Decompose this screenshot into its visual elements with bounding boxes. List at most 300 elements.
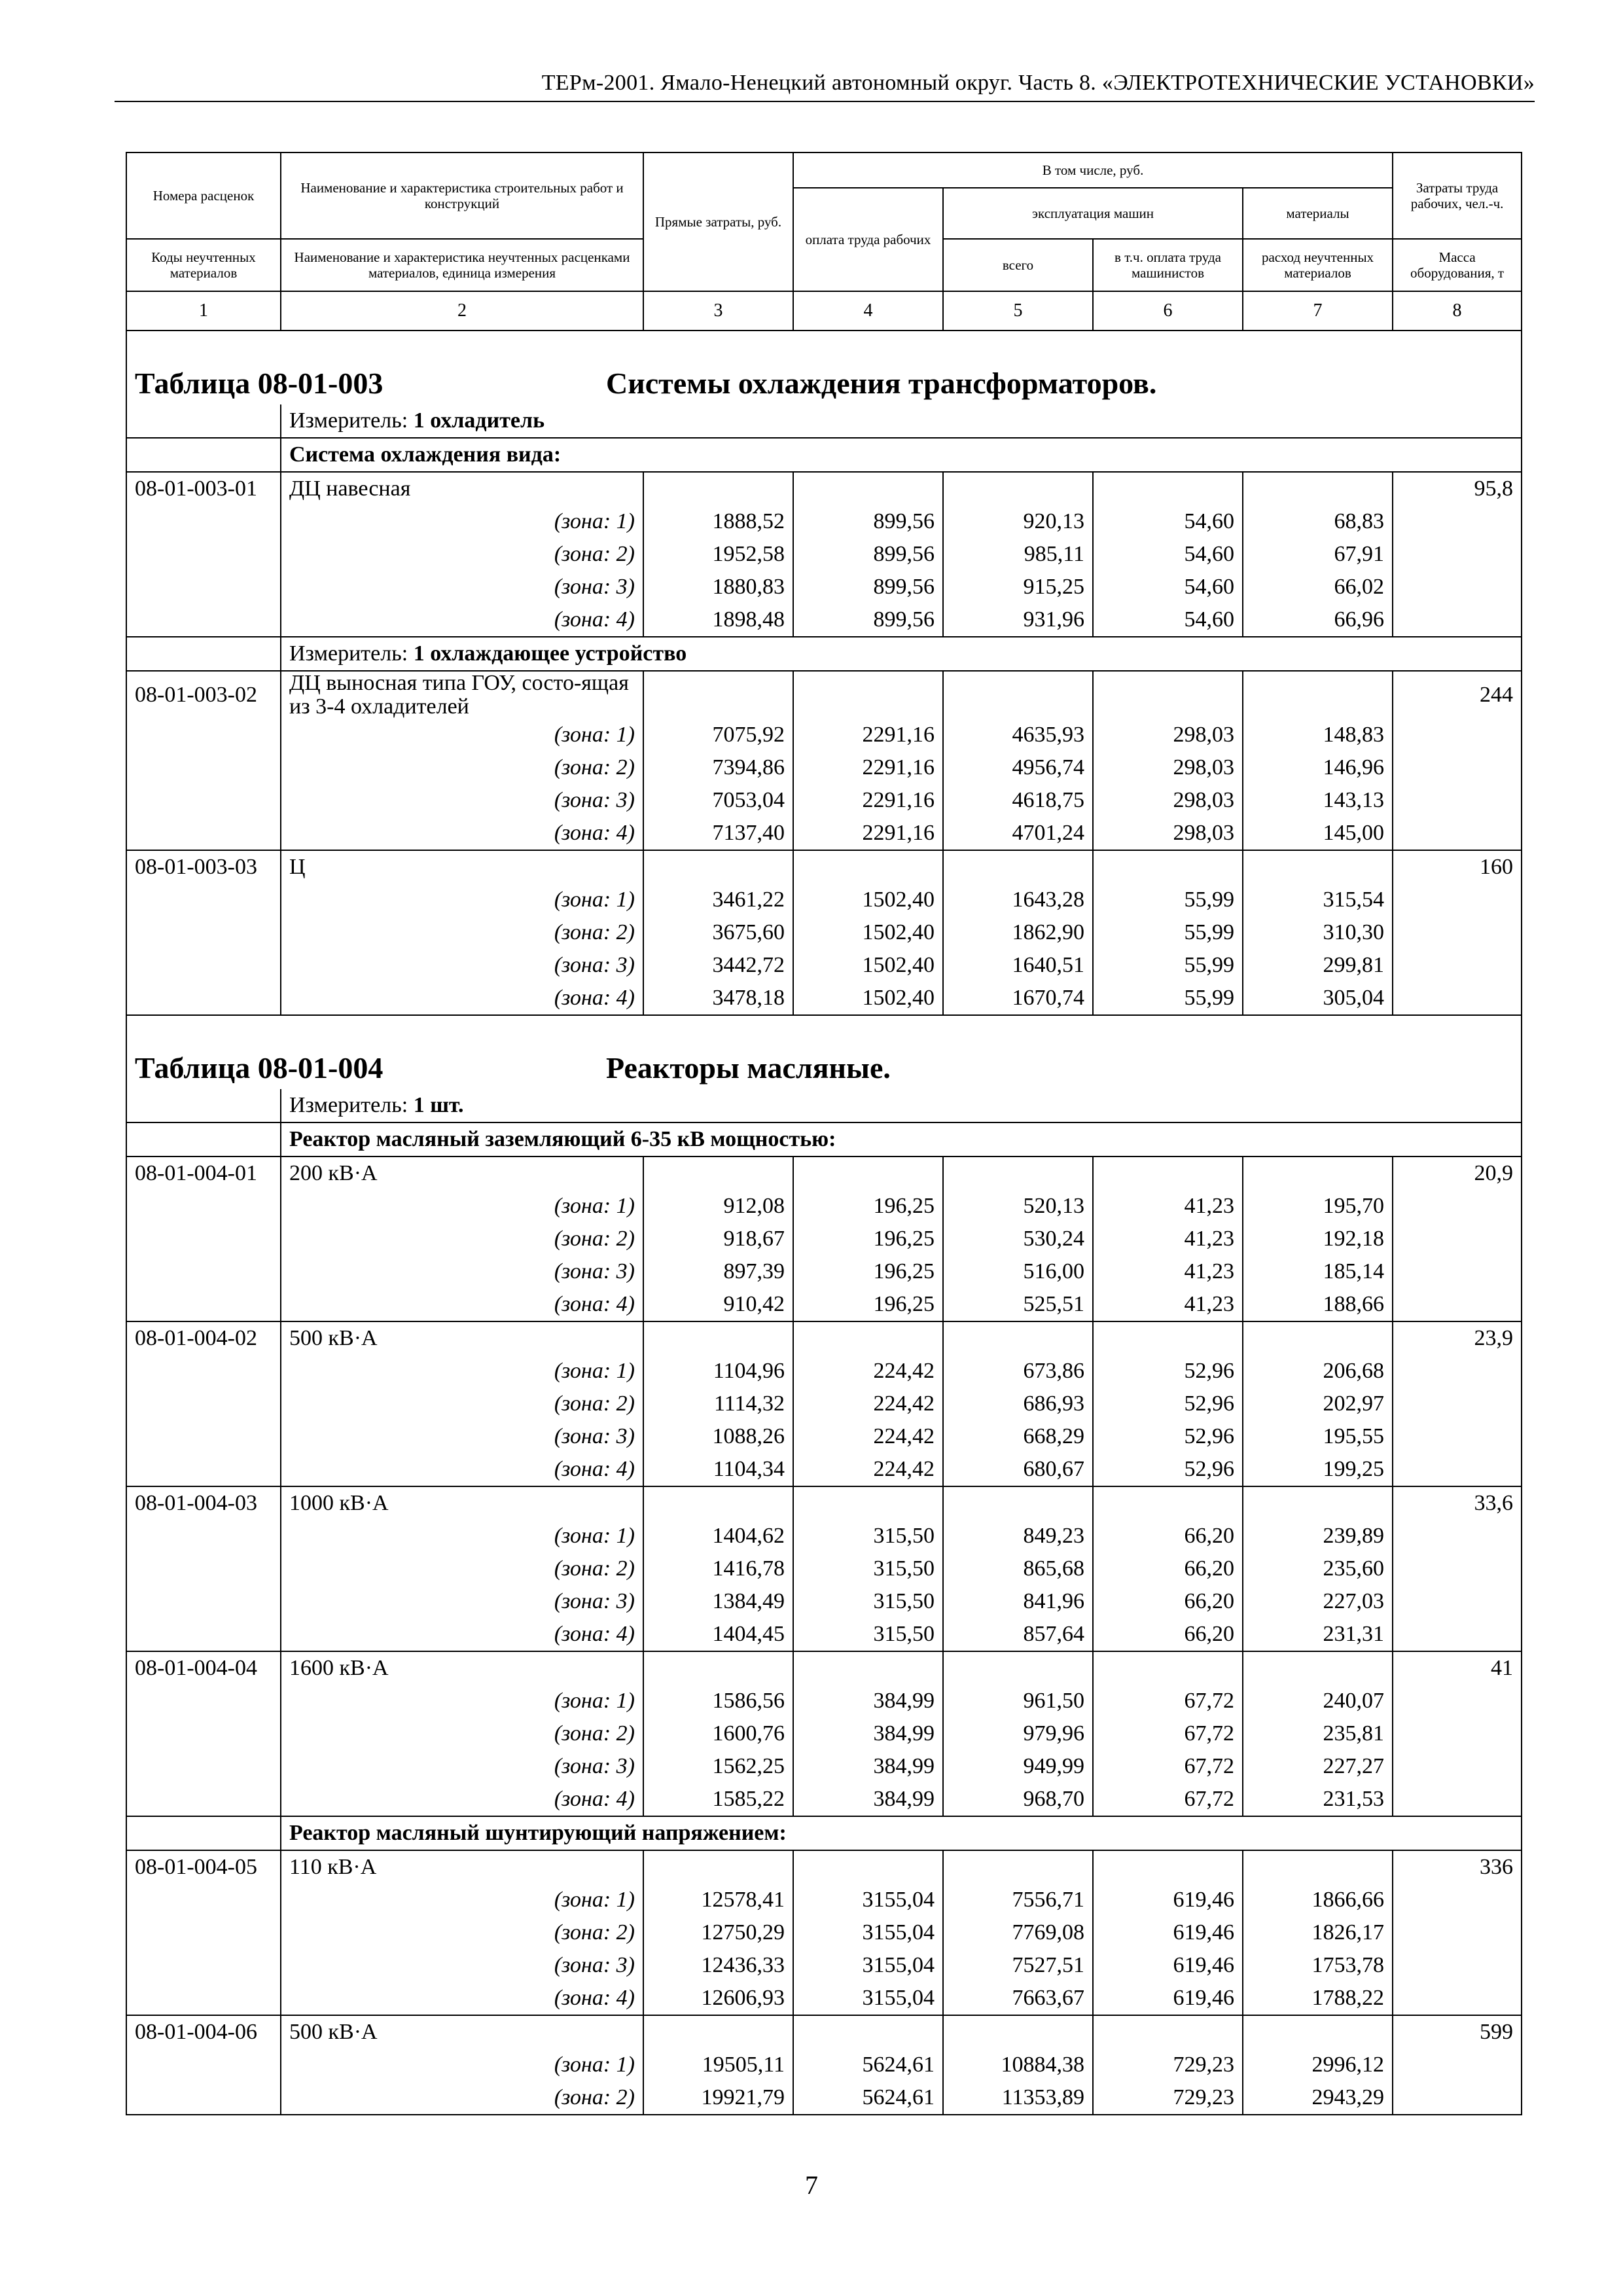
materials-value: 195,55 <box>1243 1420 1393 1453</box>
col-header-material-name: Наименование и характеристика неучтенных расценками материалов, единица измерения <box>281 239 643 291</box>
materials-value: 227,03 <box>1243 1585 1393 1618</box>
direct-costs-value: 19921,79 <box>643 2081 793 2115</box>
machinist-wages-value: 54,60 <box>1093 571 1243 603</box>
table-08-01-004 <box>126 1015 1522 1157</box>
zone-row <box>126 817 1522 850</box>
zone-label: (зона: 1) <box>281 1685 643 1717</box>
materials-value: 240,07 <box>1243 1685 1393 1717</box>
zone-label: (зона: 1) <box>281 505 643 538</box>
materials-value: 202,97 <box>1243 1388 1393 1420</box>
zone-row <box>126 784 1522 817</box>
machines-total-value: 920,13 <box>943 505 1093 538</box>
rate-08-01-004-02 <box>126 1321 1522 1486</box>
meter-value: 1 шт. <box>413 1093 464 1117</box>
machinist-wages-value: 66,20 <box>1093 1585 1243 1618</box>
table-row <box>126 1089 1522 1122</box>
table-row <box>126 1157 1522 1190</box>
machinist-wages-value: 619,46 <box>1093 1884 1243 1916</box>
machines-total-value: 1862,90 <box>943 916 1093 949</box>
table-row <box>126 1122 1522 1157</box>
rate-08-01-003-01 <box>126 472 1522 671</box>
meter-value: 1 охладитель <box>413 408 545 433</box>
wages-value: 384,99 <box>793 1717 943 1750</box>
zone-row <box>126 1223 1522 1255</box>
machinist-wages-value: 52,96 <box>1093 1388 1243 1420</box>
machinist-wages-value: 54,60 <box>1093 603 1243 637</box>
zone-label: (зона: 4) <box>281 817 643 850</box>
table-row <box>126 1015 1522 1089</box>
machines-total-value: 668,29 <box>943 1420 1093 1453</box>
materials-value: 1826,17 <box>1243 1916 1393 1949</box>
machines-total-value: 516,00 <box>943 1255 1093 1288</box>
direct-costs-value: 1404,62 <box>643 1520 793 1552</box>
table-header <box>126 152 1522 331</box>
machines-total-value: 525,51 <box>943 1288 1093 1321</box>
wages-value: 315,50 <box>793 1585 943 1618</box>
direct-costs-value: 1586,56 <box>643 1685 793 1717</box>
wages-value: 384,99 <box>793 1783 943 1816</box>
col-number-1: 1 <box>126 291 281 331</box>
table-row <box>126 1850 1522 1884</box>
zone-label: (зона: 1) <box>281 1884 643 1916</box>
running-header: ТЕРм-2001. Ямало-Ненецкий автономный округ. Часть 8. «ЭЛЕКТРОТЕХНИЧЕСКИЕ УСТАНОВКИ» <box>115 71 1535 102</box>
machinist-wages-value: 67,72 <box>1093 1783 1243 1816</box>
direct-costs-value: 7137,40 <box>643 817 793 850</box>
zone-label: (зона: 2) <box>281 538 643 571</box>
materials-value: 1753,78 <box>1243 1949 1393 1982</box>
zone-row <box>126 949 1522 982</box>
table-row <box>126 1816 1522 1850</box>
direct-costs-value: 7053,04 <box>643 784 793 817</box>
table-row <box>126 331 1522 404</box>
materials-value: 68,83 <box>1243 505 1393 538</box>
zone-row <box>126 1255 1522 1288</box>
zone-row <box>126 719 1522 751</box>
direct-costs-value: 3442,72 <box>643 949 793 982</box>
meter-value: 1 охлаждающее устройство <box>413 641 687 666</box>
machines-total-value: 1643,28 <box>943 884 1093 916</box>
zone-row <box>126 1520 1522 1552</box>
direct-costs-value: 912,08 <box>643 1190 793 1223</box>
zone-row <box>126 1552 1522 1585</box>
machines-total-value: 1640,51 <box>943 949 1093 982</box>
machines-total-value: 985,11 <box>943 538 1093 571</box>
rate-mass: 41 <box>1393 1651 1522 1685</box>
rate-08-01-004-01 <box>126 1157 1522 1321</box>
direct-costs-value: 1562,25 <box>643 1750 793 1783</box>
table-title-row <box>126 1015 1522 1089</box>
wages-value: 1502,40 <box>793 949 943 982</box>
wages-value: 315,50 <box>793 1552 943 1585</box>
rate-name: ДЦ выносная типа ГОУ, состо-ящая из 3-4 охладителей <box>281 671 643 719</box>
rates-table-wrapper <box>126 152 1521 2115</box>
machines-total-value: 849,23 <box>943 1520 1093 1552</box>
machines-total-value: 7556,71 <box>943 1884 1093 1916</box>
machinist-wages-value: 619,46 <box>1093 1916 1243 1949</box>
zone-label: (зона: 4) <box>281 1453 643 1486</box>
materials-value: 143,13 <box>1243 784 1393 817</box>
machines-total-value: 520,13 <box>943 1190 1093 1223</box>
wages-value: 315,50 <box>793 1618 943 1651</box>
machines-total-value: 7527,51 <box>943 1949 1093 1982</box>
zone-row <box>126 982 1522 1015</box>
wages-value: 224,42 <box>793 1453 943 1486</box>
machinist-wages-value: 54,60 <box>1093 505 1243 538</box>
rate-name: ДЦ навесная <box>281 472 643 505</box>
zone-row <box>126 1685 1522 1717</box>
direct-costs-value: 1088,26 <box>643 1420 793 1453</box>
materials-value: 227,27 <box>1243 1750 1393 1783</box>
table-row <box>126 438 1522 472</box>
zone-row <box>126 1884 1522 1916</box>
table-row <box>126 850 1522 884</box>
rates-table <box>126 152 1522 2115</box>
direct-costs-value: 12606,93 <box>643 1982 793 2015</box>
col-number-2: 2 <box>281 291 643 331</box>
zone-row <box>126 1388 1522 1420</box>
zone-label: (зона: 2) <box>281 2081 643 2115</box>
rate-code: 08-01-003-01 <box>126 472 281 505</box>
materials-value: 185,14 <box>1243 1255 1393 1288</box>
col-number-4: 4 <box>793 291 943 331</box>
rate-name: Ц <box>281 850 643 884</box>
rate-mass: 244 <box>1393 671 1522 719</box>
machinist-wages-value: 729,23 <box>1093 2049 1243 2081</box>
section-title: Система охлаждения вида: <box>281 438 1522 472</box>
materials-value: 235,60 <box>1243 1552 1393 1585</box>
section-title: Реактор масляный шунтирующий напряжением: <box>281 1816 1522 1850</box>
machines-total-value: 7769,08 <box>943 1916 1093 1949</box>
col-header-material-usage: расход неучтенных материалов <box>1243 239 1393 291</box>
wages-value: 384,99 <box>793 1685 943 1717</box>
rate-08-01-003-03 <box>126 850 1522 1015</box>
wages-value: 224,42 <box>793 1420 943 1453</box>
machines-total-value: 7663,67 <box>943 1982 1093 2015</box>
machinist-wages-value: 619,46 <box>1093 1982 1243 2015</box>
zone-label: (зона: 3) <box>281 1255 643 1288</box>
machinist-wages-value: 55,99 <box>1093 916 1243 949</box>
col-header-wages: оплата труда рабочих <box>793 188 943 291</box>
machinist-wages-value: 66,20 <box>1093 1552 1243 1585</box>
materials-value: 231,53 <box>1243 1783 1393 1816</box>
zone-label: (зона: 1) <box>281 884 643 916</box>
zone-row <box>126 1420 1522 1453</box>
zone-label: (зона: 3) <box>281 1585 643 1618</box>
rate-code: 08-01-004-05 <box>126 1850 281 1884</box>
meter-label: Измеритель: <box>289 408 408 433</box>
meter-row <box>281 1089 1522 1122</box>
materials-value: 188,66 <box>1243 1288 1393 1321</box>
meter-label: Измеритель: <box>289 641 408 666</box>
materials-value: 235,81 <box>1243 1717 1393 1750</box>
direct-costs-value: 12750,29 <box>643 1916 793 1949</box>
zone-label: (зона: 2) <box>281 1223 643 1255</box>
meter-label: Измеритель: <box>289 1093 408 1117</box>
rate-name: 500 кВ·А <box>281 1321 643 1355</box>
machinist-wages-value: 52,96 <box>1093 1355 1243 1388</box>
zone-label: (зона: 3) <box>281 949 643 982</box>
direct-costs-value: 12436,33 <box>643 1949 793 1982</box>
zone-label: (зона: 2) <box>281 916 643 949</box>
machines-total-value: 949,99 <box>943 1750 1093 1783</box>
wages-value: 196,25 <box>793 1190 943 1223</box>
machines-total-value: 4618,75 <box>943 784 1093 817</box>
wages-value: 899,56 <box>793 505 943 538</box>
rate-08-01-004-06 <box>126 2015 1522 2115</box>
table-row <box>126 291 1522 331</box>
zone-label: (зона: 2) <box>281 1388 643 1420</box>
machinist-wages-value: 54,60 <box>1093 538 1243 571</box>
table-row <box>126 404 1522 438</box>
direct-costs-value: 12578,41 <box>643 1884 793 1916</box>
machinist-wages-value: 41,23 <box>1093 1288 1243 1321</box>
direct-costs-value: 3461,22 <box>643 884 793 916</box>
rate-08-01-004-04 <box>126 1651 1522 1850</box>
zone-label: (зона: 2) <box>281 751 643 784</box>
machinist-wages-value: 55,99 <box>1093 982 1243 1015</box>
zone-label: (зона: 4) <box>281 603 643 637</box>
rate-name: 200 кВ·А <box>281 1157 643 1190</box>
machines-total-value: 979,96 <box>943 1717 1093 1750</box>
machinist-wages-value: 41,23 <box>1093 1223 1243 1255</box>
rate-code: 08-01-003-02 <box>126 671 281 719</box>
zone-row <box>126 571 1522 603</box>
col-header-materials: материалы <box>1243 188 1393 239</box>
zone-row <box>126 1190 1522 1223</box>
col-number-7: 7 <box>1243 291 1393 331</box>
direct-costs-value: 19505,11 <box>643 2049 793 2081</box>
wages-value: 899,56 <box>793 571 943 603</box>
machines-total-value: 4701,24 <box>943 817 1093 850</box>
machinist-wages-value: 55,99 <box>1093 949 1243 982</box>
rate-code: 08-01-004-04 <box>126 1651 281 1685</box>
machines-total-value: 530,24 <box>943 1223 1093 1255</box>
zone-row <box>126 1783 1522 1816</box>
zone-label: (зона: 4) <box>281 1982 643 2015</box>
zone-row <box>126 1288 1522 1321</box>
direct-costs-value: 1585,22 <box>643 1783 793 1816</box>
table-row <box>126 1486 1522 1520</box>
materials-value: 148,83 <box>1243 719 1393 751</box>
rate-mass: 33,6 <box>1393 1486 1522 1520</box>
wages-value: 1502,40 <box>793 982 943 1015</box>
rate-name: 500 кВ·А <box>281 2015 643 2049</box>
wages-value: 1502,40 <box>793 916 943 949</box>
zone-row <box>126 1916 1522 1949</box>
zone-row <box>126 1618 1522 1651</box>
table-row <box>126 1651 1522 1685</box>
materials-value: 199,25 <box>1243 1453 1393 1486</box>
zone-label: (зона: 2) <box>281 1552 643 1585</box>
rate-mass: 95,8 <box>1393 472 1522 505</box>
rate-code: 08-01-004-03 <box>126 1486 281 1520</box>
col-header-machines: эксплуатация машин <box>943 188 1243 239</box>
col-header-machinist-wages: в т.ч. оплата труда машинистов <box>1093 239 1243 291</box>
materials-value: 67,91 <box>1243 538 1393 571</box>
wages-value: 5624,61 <box>793 2081 943 2115</box>
materials-value: 145,00 <box>1243 817 1393 850</box>
machines-total-value: 961,50 <box>943 1685 1093 1717</box>
materials-value: 1788,22 <box>1243 1982 1393 2015</box>
col-header-material-codes: Коды неучтенных материалов <box>126 239 281 291</box>
rate-name: 110 кВ·А <box>281 1850 643 1884</box>
col-header-labor: Затраты труда рабочих, чел.-ч. <box>1393 152 1522 239</box>
wages-value: 196,25 <box>793 1223 943 1255</box>
wages-value: 899,56 <box>793 603 943 637</box>
rate-name: 1000 кВ·А <box>281 1486 643 1520</box>
direct-costs-value: 1888,52 <box>643 505 793 538</box>
zone-row <box>126 1355 1522 1388</box>
table-row <box>126 637 1522 671</box>
col-header-codes: Номера расценок <box>126 152 281 239</box>
rate-name: 1600 кВ·А <box>281 1651 643 1685</box>
zone-label: (зона: 4) <box>281 1618 643 1651</box>
wages-value: 1502,40 <box>793 884 943 916</box>
rate-mass: 23,9 <box>1393 1321 1522 1355</box>
machinist-wages-value: 729,23 <box>1093 2081 1243 2115</box>
direct-costs-value: 1898,48 <box>643 603 793 637</box>
direct-costs-value: 7394,86 <box>643 751 793 784</box>
direct-costs-value: 1600,76 <box>643 1717 793 1750</box>
zone-row <box>126 916 1522 949</box>
wages-value: 2291,16 <box>793 719 943 751</box>
machinist-wages-value: 66,20 <box>1093 1520 1243 1552</box>
zone-label: (зона: 1) <box>281 719 643 751</box>
machinist-wages-value: 619,46 <box>1093 1949 1243 1982</box>
materials-value: 192,18 <box>1243 1223 1393 1255</box>
machines-total-value: 841,96 <box>943 1585 1093 1618</box>
materials-value: 2943,29 <box>1243 2081 1393 2115</box>
zone-label: (зона: 1) <box>281 1190 643 1223</box>
col-header-group: В том числе, руб. <box>793 152 1393 188</box>
direct-costs-value: 7075,92 <box>643 719 793 751</box>
machines-total-value: 673,86 <box>943 1355 1093 1388</box>
meter-row <box>281 404 1522 438</box>
machinist-wages-value: 67,72 <box>1093 1750 1243 1783</box>
materials-value: 315,54 <box>1243 884 1393 916</box>
wages-value: 3155,04 <box>793 1949 943 1982</box>
machinist-wages-value: 41,23 <box>1093 1190 1243 1223</box>
zone-row <box>126 1750 1522 1783</box>
wages-value: 5624,61 <box>793 2049 943 2081</box>
machines-total-value: 915,25 <box>943 571 1093 603</box>
zone-row <box>126 884 1522 916</box>
zone-label: (зона: 1) <box>281 2049 643 2081</box>
rate-code: 08-01-004-01 <box>126 1157 281 1190</box>
machinist-wages-value: 298,03 <box>1093 817 1243 850</box>
materials-value: 195,70 <box>1243 1190 1393 1223</box>
table-name: Реакторы масляные. <box>606 1051 891 1085</box>
materials-value: 146,96 <box>1243 751 1393 784</box>
col-header-work-name: Наименование и характеристика строительных работ и конструкций <box>281 152 643 239</box>
table-row <box>126 1321 1522 1355</box>
wages-value: 3155,04 <box>793 1916 943 1949</box>
machines-total-value: 680,67 <box>943 1453 1093 1486</box>
materials-value: 1866,66 <box>1243 1884 1393 1916</box>
meter-row <box>281 637 1522 671</box>
zone-label: (зона: 1) <box>281 1520 643 1552</box>
direct-costs-value: 1104,96 <box>643 1355 793 1388</box>
machines-total-value: 1670,74 <box>943 982 1093 1015</box>
zone-row <box>126 751 1522 784</box>
materials-value: 239,89 <box>1243 1520 1393 1552</box>
machinist-wages-value: 52,96 <box>1093 1420 1243 1453</box>
wages-value: 899,56 <box>793 538 943 571</box>
section-title: Реактор масляный заземляющий 6-35 кВ мощностью: <box>281 1122 1522 1157</box>
machinist-wages-value: 66,20 <box>1093 1618 1243 1651</box>
rate-08-01-003-02 <box>126 671 1522 850</box>
zone-row <box>126 538 1522 571</box>
zone-label: (зона: 3) <box>281 571 643 603</box>
machines-total-value: 10884,38 <box>943 2049 1093 2081</box>
zone-label: (зона: 4) <box>281 1783 643 1816</box>
table-number: Таблица 08-01-003 <box>135 367 383 400</box>
zone-label: (зона: 4) <box>281 982 643 1015</box>
rate-mass: 336 <box>1393 1850 1522 1884</box>
table-row <box>126 152 1522 188</box>
table-name: Системы охлаждения трансформаторов. <box>606 367 1157 400</box>
materials-value: 299,81 <box>1243 949 1393 982</box>
zone-label: (зона: 4) <box>281 1288 643 1321</box>
wages-value: 3155,04 <box>793 1884 943 1916</box>
wages-value: 2291,16 <box>793 817 943 850</box>
machines-total-value: 865,68 <box>943 1552 1093 1585</box>
table-row <box>126 2015 1522 2049</box>
col-number-3: 3 <box>643 291 793 331</box>
wages-value: 224,42 <box>793 1355 943 1388</box>
materials-value: 66,02 <box>1243 571 1393 603</box>
materials-value: 310,30 <box>1243 916 1393 949</box>
col-number-5: 5 <box>943 291 1093 331</box>
direct-costs-value: 1384,49 <box>643 1585 793 1618</box>
direct-costs-value: 897,39 <box>643 1255 793 1288</box>
table-number: Таблица 08-01-004 <box>135 1051 383 1085</box>
direct-costs-value: 1416,78 <box>643 1552 793 1585</box>
rate-08-01-004-03 <box>126 1486 1522 1651</box>
materials-value: 305,04 <box>1243 982 1393 1015</box>
direct-costs-value: 918,67 <box>643 1223 793 1255</box>
zone-row <box>126 1585 1522 1618</box>
table-row <box>126 472 1522 505</box>
rate-08-01-004-05 <box>126 1850 1522 2015</box>
direct-costs-value: 1404,45 <box>643 1618 793 1651</box>
zone-label: (зона: 3) <box>281 784 643 817</box>
machinist-wages-value: 298,03 <box>1093 719 1243 751</box>
machinist-wages-value: 67,72 <box>1093 1717 1243 1750</box>
direct-costs-value: 3675,60 <box>643 916 793 949</box>
zone-row <box>126 603 1522 637</box>
table-row <box>126 671 1522 719</box>
wages-value: 196,25 <box>793 1288 943 1321</box>
wages-value: 3155,04 <box>793 1982 943 2015</box>
zone-row <box>126 1717 1522 1750</box>
rate-mass: 160 <box>1393 850 1522 884</box>
materials-value: 2996,12 <box>1243 2049 1393 2081</box>
col-header-machines-total: всего <box>943 239 1093 291</box>
wages-value: 224,42 <box>793 1388 943 1420</box>
zone-label: (зона: 2) <box>281 1717 643 1750</box>
wages-value: 315,50 <box>793 1520 943 1552</box>
rate-code: 08-01-004-02 <box>126 1321 281 1355</box>
machinist-wages-value: 67,72 <box>1093 1685 1243 1717</box>
direct-costs-value: 1114,32 <box>643 1388 793 1420</box>
machinist-wages-value: 55,99 <box>1093 884 1243 916</box>
direct-costs-value: 3478,18 <box>643 982 793 1015</box>
rate-code: 08-01-003-03 <box>126 850 281 884</box>
direct-costs-value: 910,42 <box>643 1288 793 1321</box>
zone-label: (зона: 3) <box>281 1750 643 1783</box>
zone-row <box>126 1453 1522 1486</box>
